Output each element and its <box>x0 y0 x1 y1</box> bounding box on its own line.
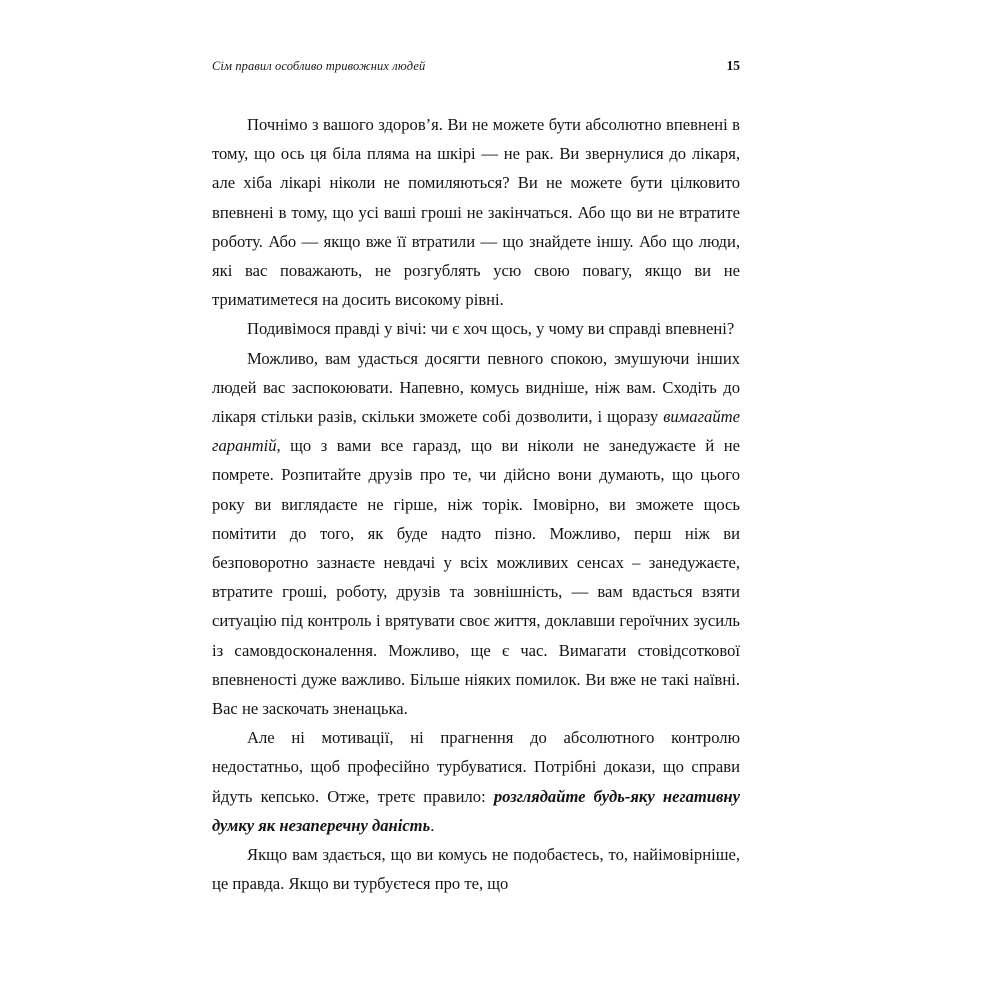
running-head <box>212 58 740 74</box>
paragraph-4: Але ні мотивації, ні прагнення до абсолютного контролю недостатньо, щоб професійно турбуватися. Потрібні докази, що справи йдуть кепсько. Отже, третє правило: розглядайте будь-яку негативну думку як незаперечну даність. <box>212 728 740 835</box>
rule-emphasis-text: розглядайте будь-яку негативну думку як незаперечну даність <box>212 786 740 835</box>
emphasis-text: вимагайте гарантій <box>212 407 740 456</box>
page-content-area <box>212 58 740 898</box>
paragraph-1: Почнімо з вашого здоров’я. Ви не можете бути абсолютно впевнені в тому, що ось ця біла пляма на шкірі — не рак. Ви звернулися до лікаря, але хіба лікарі ніколи не помиляються? Ви не можете бути цілковито впевнені в тому, що усі ваші гроші не закінчаться. Або що ви не втратите роботу. Або — якщо вже її втратили — що знайдете іншу. Або що люди, які вас поважають, не розгублять усю свою повагу, якщо ви не триматиметеся на досить високому рівні. <box>212 115 740 310</box>
paragraph-3: Можливо, вам удасться досягти певного спокою, змушуючи інших людей вас заспокоювати. Напевно, комусь видніше, ніж вам. Сходіть до лікаря стільки разів, скільки зможете собі дозволити, і щоразу вимагайте гарантій, що з вами все гаразд, що ви ніколи не занедужаєте й не помрете. Розпитайте друзів про те, чи дійсно вони думають, що цього року ви виглядаєте не гірше, ніж торік. Імовірно, ви зможете щось помітити до того, як буде надто пізно. Можливо, перш ніж ви безповоротно зазнаєте невдачі у всіх можливих сенсах – занедужаєте, втратите гроші, роботу, друзів та зовнішність, — вам вдасться взяти ситуацію під контроль і врятувати своє життя, доклавши героїчних зусиль із самовдосконалення. Можливо, ще є час. Вимагати стовідсоткової впевненості дуже важливо. Більше ніяких помилок. Ви вже не такі наївні. Вас не заскочать зненацька. <box>212 348 740 719</box>
body-text <box>212 110 740 898</box>
paragraph-5: Якщо вам здається, що ви комусь не подобаєтесь, то, найімовірніше, це правда. Якщо ви турбуєтеся про те, що <box>212 845 740 894</box>
page-number: 15 <box>726 58 740 73</box>
paragraph-2: Подивімося правді у вічі: чи є хоч щось, у чому ви справді впевнені? <box>247 319 735 339</box>
running-title: Сім правил особливо тривожних людей <box>212 59 426 73</box>
